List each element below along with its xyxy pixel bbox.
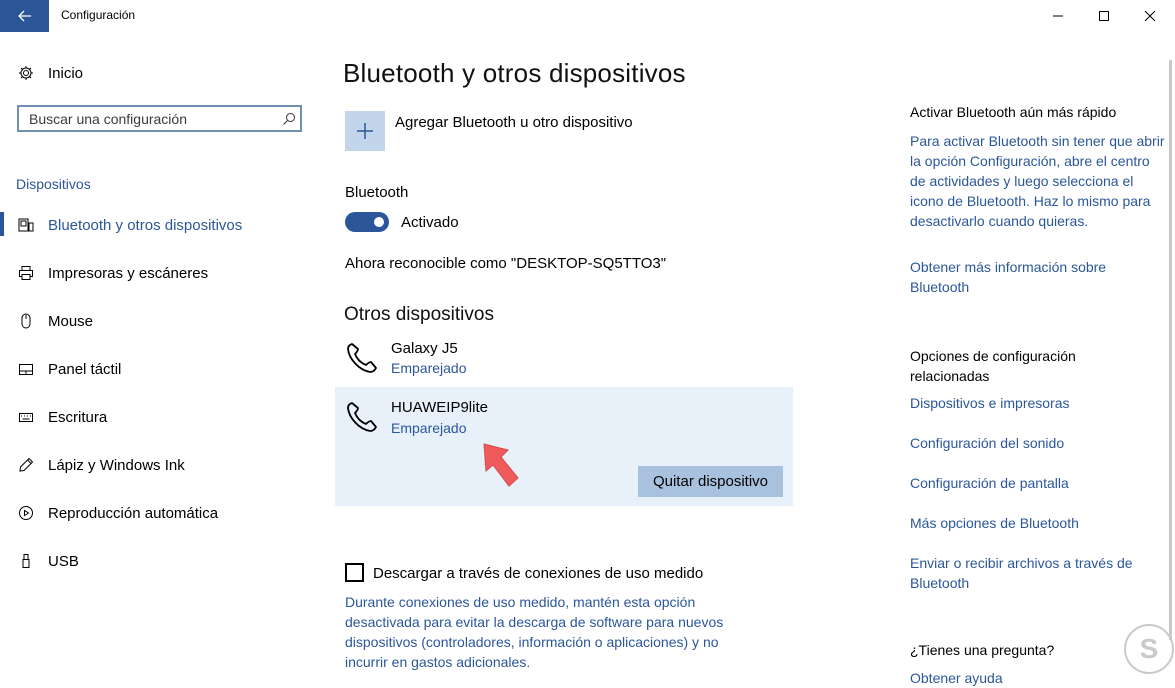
close-icon [1144,10,1156,22]
sidebar-item-autoplay[interactable] [16,501,218,525]
usb-icon [16,551,36,571]
arrow-left-icon [18,10,32,22]
metered-description: Durante conexiones de uso medido, mantén esta opción desactivada para evitar la descarga de software para nuevos dispositivos (controladores, información o aplicaciones) y no incurrir en gastos adicionales. [345,594,724,670]
touchpad-icon [16,359,36,379]
toggle-knob [374,217,384,227]
scrollbar[interactable] [1169,60,1172,640]
sidebar-item-touchpad[interactable] [16,357,121,381]
window-title: Configuración [61,8,136,22]
minimize-icon [1052,10,1064,22]
watermark-logo: S [1124,624,1174,674]
question-heading: ¿Tienes una pregunta? [910,642,1055,658]
plus-icon [356,122,374,140]
sidebar-item-label: Panel táctil [48,360,122,378]
sidebar-item-label: Escritura [48,408,108,426]
page-title: Bluetooth y otros dispositivos [343,58,686,88]
sidebar-item-usb[interactable] [16,549,79,573]
device-name: Galaxy J5 [391,340,458,357]
pointer-arrow-annotation [478,440,522,490]
sidebar-item-typing[interactable] [16,405,107,429]
related-link[interactable]: Enviar o recibir archivos a través de Bluetooth [910,555,1133,591]
sidebar-item-mouse[interactable] [16,309,93,333]
sidebar-item-label: Bluetooth y otros dispositivos [48,216,243,234]
metered-checkbox[interactable] [345,563,364,582]
search-icon[interactable] [282,112,296,126]
home-nav-item[interactable] [16,61,83,85]
mouse-icon [16,311,36,331]
sidebar-item-label: Mouse [48,312,94,330]
sidebar-item-pen[interactable] [16,453,185,477]
quick-text: Para activar Bluetooth sin tener que abrir la opción Configuración, abre el centro de actividades y luego selecciona el icono de Bluetooth. Haz lo mismo para desactivarlo cuando quieras. [910,133,1165,229]
add-device-button[interactable] [345,111,385,151]
minimize-button[interactable] [1035,0,1081,32]
pen-icon [16,455,36,475]
remove-device-button[interactable]: Quitar dispositivo [638,466,783,497]
related-link[interactable]: Dispositivos e impresoras [910,395,1070,411]
sidebar-item-label: Impresoras y escáneres [48,264,209,282]
related-link[interactable]: Más opciones de Bluetooth [910,515,1079,531]
device-item[interactable] [335,335,793,385]
close-button[interactable] [1127,0,1173,32]
back-button[interactable] [0,0,49,32]
keyboard-icon [16,407,36,427]
search-placeholder: Buscar una configuración [29,111,187,127]
sidebar-item-label: USB [48,552,79,570]
related-link[interactable]: Configuración de pantalla [910,475,1069,491]
device-status: Emparejado [391,360,467,376]
active-indicator [0,212,4,236]
search-box[interactable] [17,105,302,132]
bluetooth-state: Activado [401,214,459,231]
section-label-dispositivos: Dispositivos [16,176,91,192]
related-heading: Opciones de configuración relacionadas [910,348,1076,384]
bluetooth-label: Bluetooth [345,184,409,201]
title-bar [0,0,1175,32]
maximize-icon [1098,10,1110,22]
home-label: Inicio [48,64,84,82]
bluetooth-devices-icon [16,215,36,235]
gear-icon [16,63,36,83]
other-devices-heading: Otros dispositivos [344,304,494,325]
discoverable-text: Ahora reconocible como "DESKTOP-SQ5TTO3" [345,255,667,272]
device-status: Emparejado [391,420,467,436]
metered-checkbox-label[interactable]: Descargar a través de conexiones de uso medido [373,565,704,582]
sidebar-item-label: Reproducción automática [48,504,219,522]
phone-icon [345,341,379,375]
phone-icon [345,400,379,434]
maximize-button[interactable] [1081,0,1127,32]
sidebar-item-bluetooth[interactable] [16,213,242,237]
quick-heading: Activar Bluetooth aún más rápido [910,104,1117,120]
device-name: HUAWEIP9lite [391,399,488,416]
sidebar-item-label: Lápiz y Windows Ink [48,456,185,474]
autoplay-icon [16,503,36,523]
more-info-link[interactable]: Obtener más información sobre Bluetooth [910,259,1107,295]
printer-icon [16,263,36,283]
related-link[interactable]: Configuración del sonido [910,435,1065,451]
sidebar-item-printers[interactable] [16,261,208,285]
add-device-label[interactable]: Agregar Bluetooth u otro dispositivo [395,114,633,131]
bluetooth-toggle[interactable] [345,212,389,232]
help-link[interactable]: Obtener ayuda [910,670,1003,686]
